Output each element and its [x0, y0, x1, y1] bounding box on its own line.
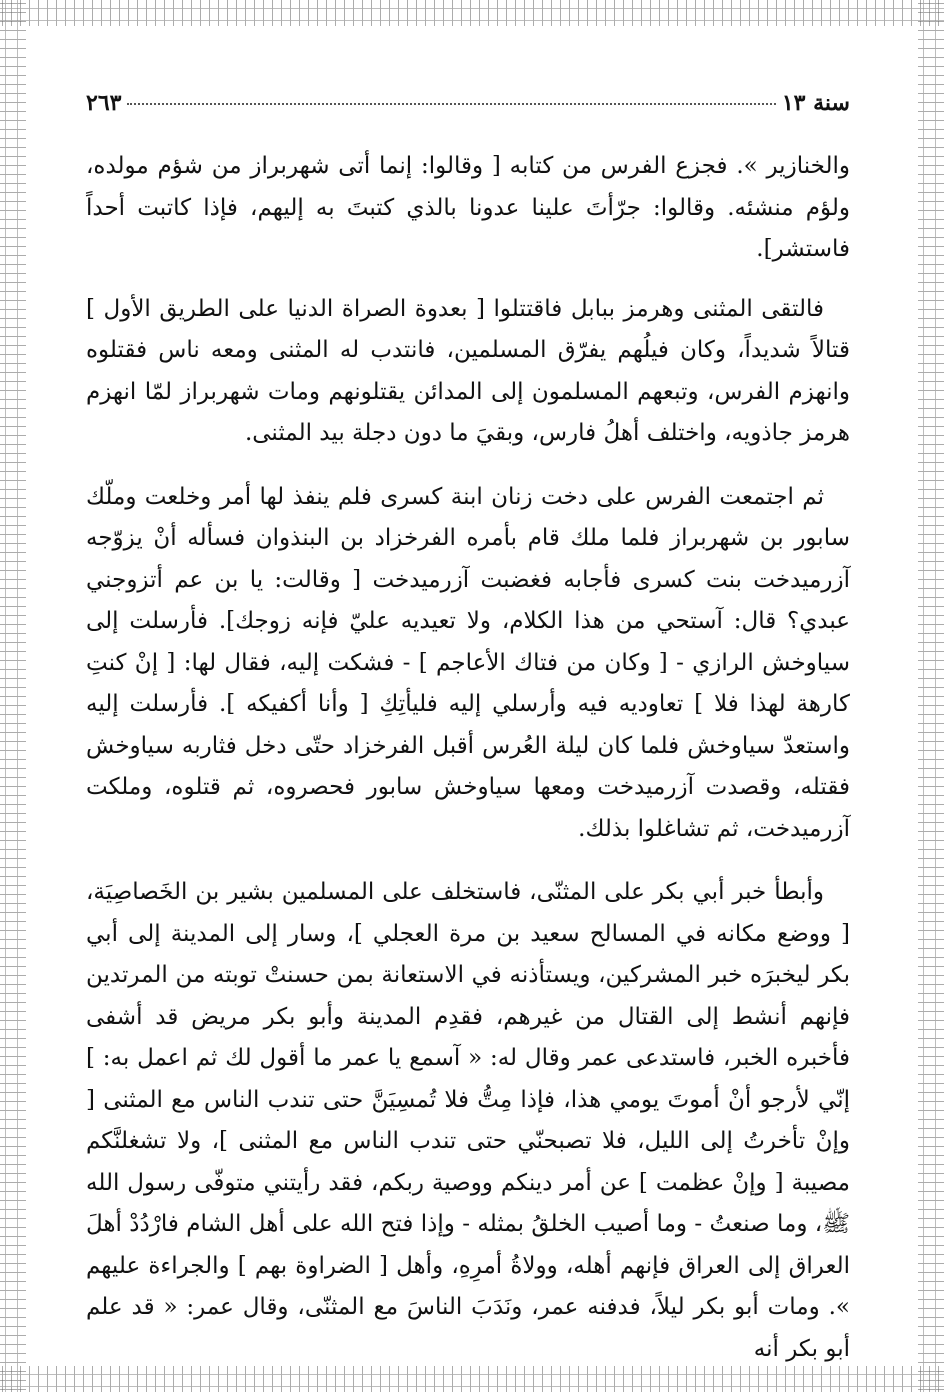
decorative-border-right — [918, 0, 944, 1392]
running-header-year: سنة ١٣ — [781, 90, 850, 116]
page-number: ٢٦٣ — [86, 90, 122, 116]
decorative-border-left — [0, 0, 26, 1392]
paragraph-4-text: وأبطأ خبر أبي بكر على المثنّى، فاستخلف على المسلمين بشير بن الخَصاصِيَة، [ ووضع مكانه في المسالح سعيد بن مرة العجلي ]، وسار إلى المدينة إلى أبي بكر ليخبرَه خبر المشركين، ويستأذنه في الاستعانة بمن حسنتْ توبته من المرتدين فإنهم أنشط إلى القتال من غيرهم، فقدِم المدينة وأبو بكر مريض قد أشفى فأخبره الخبر، فاستدعى عمر وقال له: « آسمع يا عمر ما أقول لك ثم اعمل به: ] إنّي لأرجو أنْ أموتَ يومي هذا، فإذا مِتُّ فلا تُمسِيَنَّ حتى تندب الناس مع المثنى [ وإنْ تأخرتُ إلى الليل، فلا تصبحنّي حتى تندب الناس مع المثنى ]، ولا تشغلنَّكم مصيبة [ وإنْ عظمت ] عن أمر دينكم ووصية ربكم، فقد رأيتني متوفّى رسول الله ﷺ، وما صنعتُ - وما أصيب الخلقُ بمثله - وإذا فتح الله على أهل الشام فارْدُدْ أهلَ العراق إلى العراق فإنهم أهله، وولاةُ أمرِهِ، وأهل [ الضراوة بهم ] والجراءة عليهم ». ومات أبو بكر ليلاً، فدفنه عمر، ونَدَبَ الناسَ مع المثنّى، وقال عمر: « قد علم أبو بكر أنه — [86, 879, 850, 1362]
paragraph-3 — [86, 477, 850, 851]
paragraph-3-text: ثم اجتمعت الفرس على دخت زنان ابنة كسرى فلم ينفذ لها أمر وخلعت وملّك سابور بن شهربراز فلما ملك قام بأمره الفرخزاد بن البنذوان فسأله أنْ يزوّجه آزرميدخت بنت كسرى فأجابه فغضبت آزرميدخت [ وقالت: يا بن عم أتزوجني عبدي؟ قال: آستحي من هذا الكلام، ولا تعيديه عليّ فإنه زوجك]. فأرسلت إلى سياوخش الرازي - [ وكان من فتاك الأعاجم ] - فشكت إليه، فقال لها: [ إنْ كنتِ كارهة لهذا فلا ] تعاوديه فيه وأرسلي إليه فليأتِكِ [ وأنا أكفيكه ]. فأرسلت إليه واستعدّ سياوخش فلما كان ليلة العُرس أقبل الفرخزاد حتّى دخل فثاربه سياوخش فقتله، وقصدت آزرميدخت ومعها سياوخش سابور فحصروه، ثم قتلوه، وملكت آزرميدخت، ثم تشاغلوا بذلك. — [86, 483, 850, 842]
page-content — [86, 90, 850, 1387]
paragraph-2 — [86, 289, 850, 455]
paragraph-1-text: والخنازير ». فجزع الفرس من كتابه [ وقالوا: إنما أتى شهربراز من شؤم مولده، ولؤم منشئه. وقالوا: جرّأتَ علينا عدونا بالذي كتبتَ به إليهم، فإذا كاتبت أحداً فاستشر]. — [86, 153, 850, 262]
decorative-border-top — [0, 0, 944, 26]
paragraph-4 — [86, 872, 850, 1370]
paragraph-2-text: فالتقى المثنى وهرمز ببابل فاقتتلوا [ بعدوة الصراة الدنيا على الطريق الأول ] قتالاً شديداً، وكان فيلُهم يفرّق المسلمين، فانتدب له المثنى ومعه ناس فقتلوه وانهزم الفرس، وتبعهم المسلمون إلى المدائن يقتلونهم ومات شهربراز لمّا انهزم هرمز جاذويه، واختلف أهلُ فارس، وبقيَ ما دون دجلة بيد المثنى. — [86, 295, 850, 446]
paragraph-1 — [86, 146, 850, 271]
running-header — [86, 90, 850, 120]
header-dotted-leader — [127, 103, 775, 105]
